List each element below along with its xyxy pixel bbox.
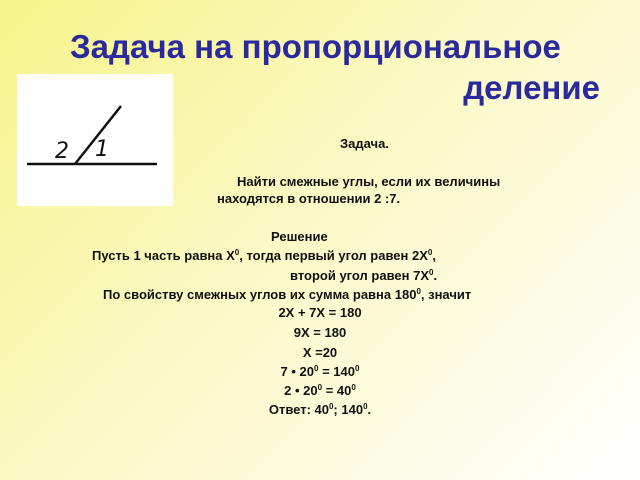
degree-sup: 0 — [427, 248, 433, 257]
angle-1-label: 1 — [95, 137, 109, 162]
solution-line-2 — [290, 268, 437, 283]
task-text-line-1: Найти смежные углы, если их величины — [237, 174, 501, 189]
degree-sup: 0 — [363, 402, 368, 411]
solution-line-2-b: . — [433, 268, 438, 283]
degree-sup: 0 — [416, 287, 421, 296]
equation-5 — [0, 383, 640, 398]
solution-line-3-a: По свойству смежных углов их сумма равна 180 — [103, 287, 417, 302]
solution-line-1-a: Пусть 1 часть равна Х — [92, 248, 235, 263]
solution-heading: Решение — [271, 229, 328, 244]
degree-sup: 0 — [351, 383, 356, 392]
degree-sup: 0 — [234, 248, 240, 257]
degree-sup: 0 — [429, 268, 434, 277]
solution-line-1 — [92, 248, 436, 263]
degree-sup: 0 — [317, 383, 323, 392]
equation-4 — [0, 364, 640, 379]
answer-b: ; 140 — [333, 402, 364, 417]
title-line-2: деление — [463, 69, 600, 106]
equation-4-a: 7 • 20 — [280, 364, 315, 379]
degree-sup: 0 — [354, 364, 360, 373]
answer-c: . — [367, 402, 372, 417]
answer-line — [0, 402, 640, 417]
solution-line-2-a: второй угол равен 7Х — [290, 268, 429, 283]
angle-2-label: 2 — [55, 139, 69, 164]
equation-3: Х =20 — [302, 345, 338, 360]
task-heading: Задача. — [340, 136, 389, 151]
degree-sup: 0 — [328, 402, 334, 411]
solution-line-1-c: , — [432, 248, 436, 263]
equation-4-b: = 140 — [318, 364, 355, 379]
adjacent-angles-figure — [17, 74, 173, 206]
task-text-line-2: находятся в отношении 2 :7. — [217, 191, 401, 206]
equation-5-a: 2 • 20 — [284, 383, 318, 398]
adjacent-angles-diagram — [17, 74, 173, 206]
equation-5-b: = 40 — [322, 383, 352, 398]
answer-a: Ответ: 40 — [268, 402, 329, 417]
solution-line-1-b: , тогда первый угол равен 2Х — [239, 248, 428, 263]
solution-line-3 — [103, 287, 471, 302]
degree-sup: 0 — [314, 364, 319, 373]
equation-2: 9Х = 180 — [293, 325, 347, 340]
solution-line-3-b: , значит — [420, 287, 472, 302]
title-line-1: Задача на пропорциональное — [70, 28, 561, 65]
equation-1: 2Х + 7Х = 180 — [278, 305, 362, 320]
